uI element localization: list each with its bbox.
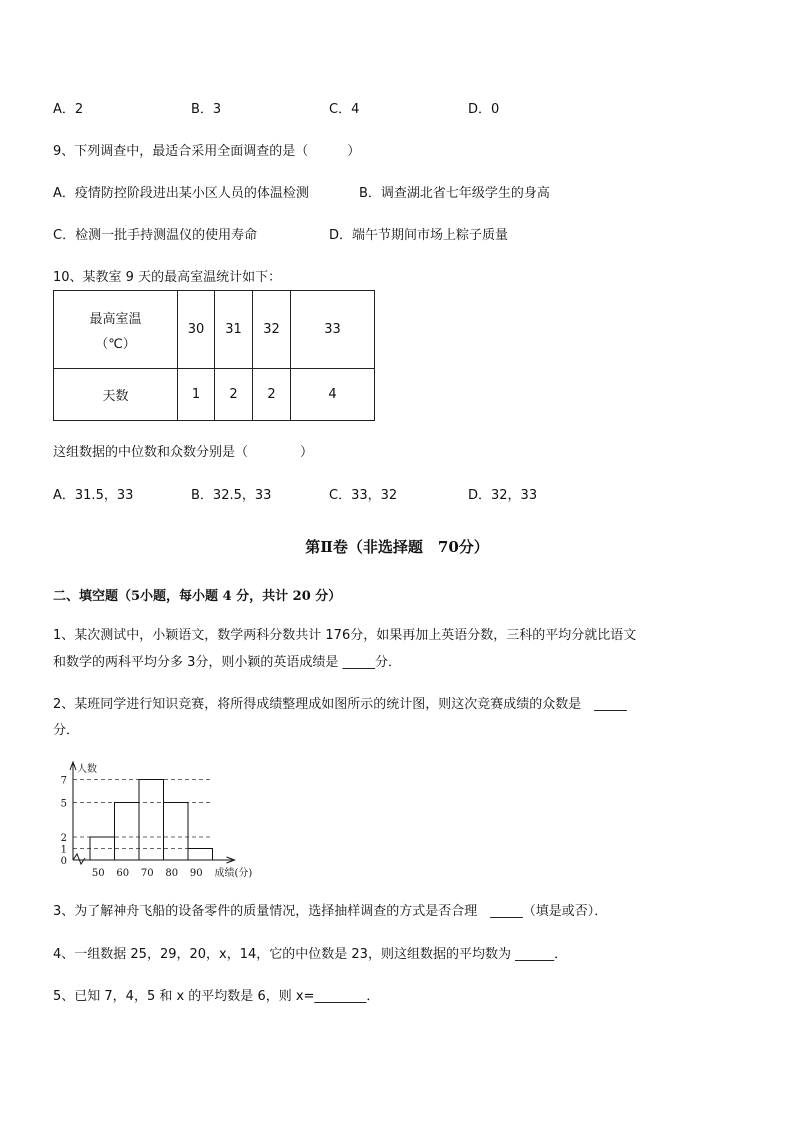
- bar: [115, 803, 140, 861]
- q9-option-c: C．检测一批手持测温仪的使用寿命: [53, 228, 258, 243]
- table-cell: 33: [291, 291, 375, 369]
- x-tick-label: 60: [116, 868, 130, 879]
- y-tick-label: 0: [60, 856, 67, 867]
- x-tick-label: 90: [189, 868, 203, 879]
- fill-q2-line1: 2、某班同学进行知识竞赛，将所得成绩整理成如图所示的统计图，则这次竞赛成绩的众数是 _____: [53, 697, 627, 712]
- section-subtitle: 二、填空题（5小题，每小题 4 分，共计 20 分）: [53, 589, 342, 604]
- y-tick-label: 7: [60, 775, 67, 787]
- q10-option-d: D．32，33: [468, 488, 538, 503]
- q8-option-a: A．2: [53, 102, 84, 117]
- table-cell: 2: [215, 369, 253, 421]
- table-cell: 30: [178, 291, 215, 369]
- q10-option-a: A．31.5，33: [53, 488, 134, 503]
- fill-q1-line1: 1、某次测试中，小颖语文，数学两科分数共计 176分，如果再加上英语分数，三科的平均分就比语文: [53, 628, 637, 643]
- q9-stem: 9、下列调查中，最适合采用全面调查的是（ ）: [53, 144, 361, 159]
- q10-question: 这组数据的中位数和众数分别是（ ）: [53, 445, 314, 460]
- bar: [164, 803, 189, 861]
- table-cell: 1: [178, 369, 215, 421]
- q9-option-a: A．疫情防控阶段进出某小区人员的体温检测: [53, 186, 309, 201]
- table-header-days: 天数: [54, 369, 178, 421]
- y-axis-title: 人数: [77, 764, 97, 775]
- score-histogram: [53, 756, 273, 882]
- x-tick-label: 50: [91, 868, 105, 879]
- table-cell: 31: [215, 291, 253, 369]
- bar: [188, 849, 213, 861]
- x-tick-label: 70: [140, 868, 154, 879]
- bar: [139, 780, 164, 861]
- table-header-temp: 最高室温 （℃）: [54, 291, 178, 369]
- y-tick-label: 2: [60, 833, 67, 844]
- fill-q3: 3、为了解神舟飞船的设备零件的质量情况，选择抽样调查的方式是否合理 _____（填是或否）．: [53, 904, 608, 919]
- table-cell: 32: [253, 291, 291, 369]
- fill-q5: 5、已知 7，4，5 和 x 的平均数是 6，则 x=________．: [53, 989, 380, 1004]
- q10-option-b: B．32.5，33: [191, 488, 272, 503]
- fill-q2-line2: 分．: [53, 723, 80, 738]
- table-cell: 2: [253, 369, 291, 421]
- q9-option-b: B．调查湖北省七年级学生的身高: [359, 186, 550, 201]
- x-axis-title: 成绩(分): [214, 868, 253, 879]
- section-title: 第Ⅱ卷（非选择题 70分）: [305, 538, 489, 556]
- q9-option-d: D．端午节期间市场上粽子质量: [329, 228, 509, 243]
- x-tick-label: 80: [165, 868, 179, 879]
- temperature-table: [53, 290, 375, 421]
- y-tick-label: 1: [60, 844, 67, 856]
- q10-option-c: C．33，32: [329, 488, 398, 503]
- q8-option-c: C．4: [329, 102, 360, 117]
- q8-option-b: B．3: [191, 102, 222, 117]
- fill-q1-line2: 和数学的两科平均分多 3分，则小颖的英语成绩是 _____分．: [53, 655, 402, 670]
- y-tick-label: 5: [60, 798, 67, 810]
- fill-q4: 4、一组数据 25，29，20，x，14，它的中位数是 23，则这组数据的平均数为 ______．: [53, 947, 568, 962]
- axis-break: [73, 854, 85, 864]
- table-cell: 4: [291, 369, 375, 421]
- q10-stem: 10、某教室 9 天的最高室温统计如下：: [53, 270, 282, 285]
- q8-option-d: D．0: [468, 102, 500, 117]
